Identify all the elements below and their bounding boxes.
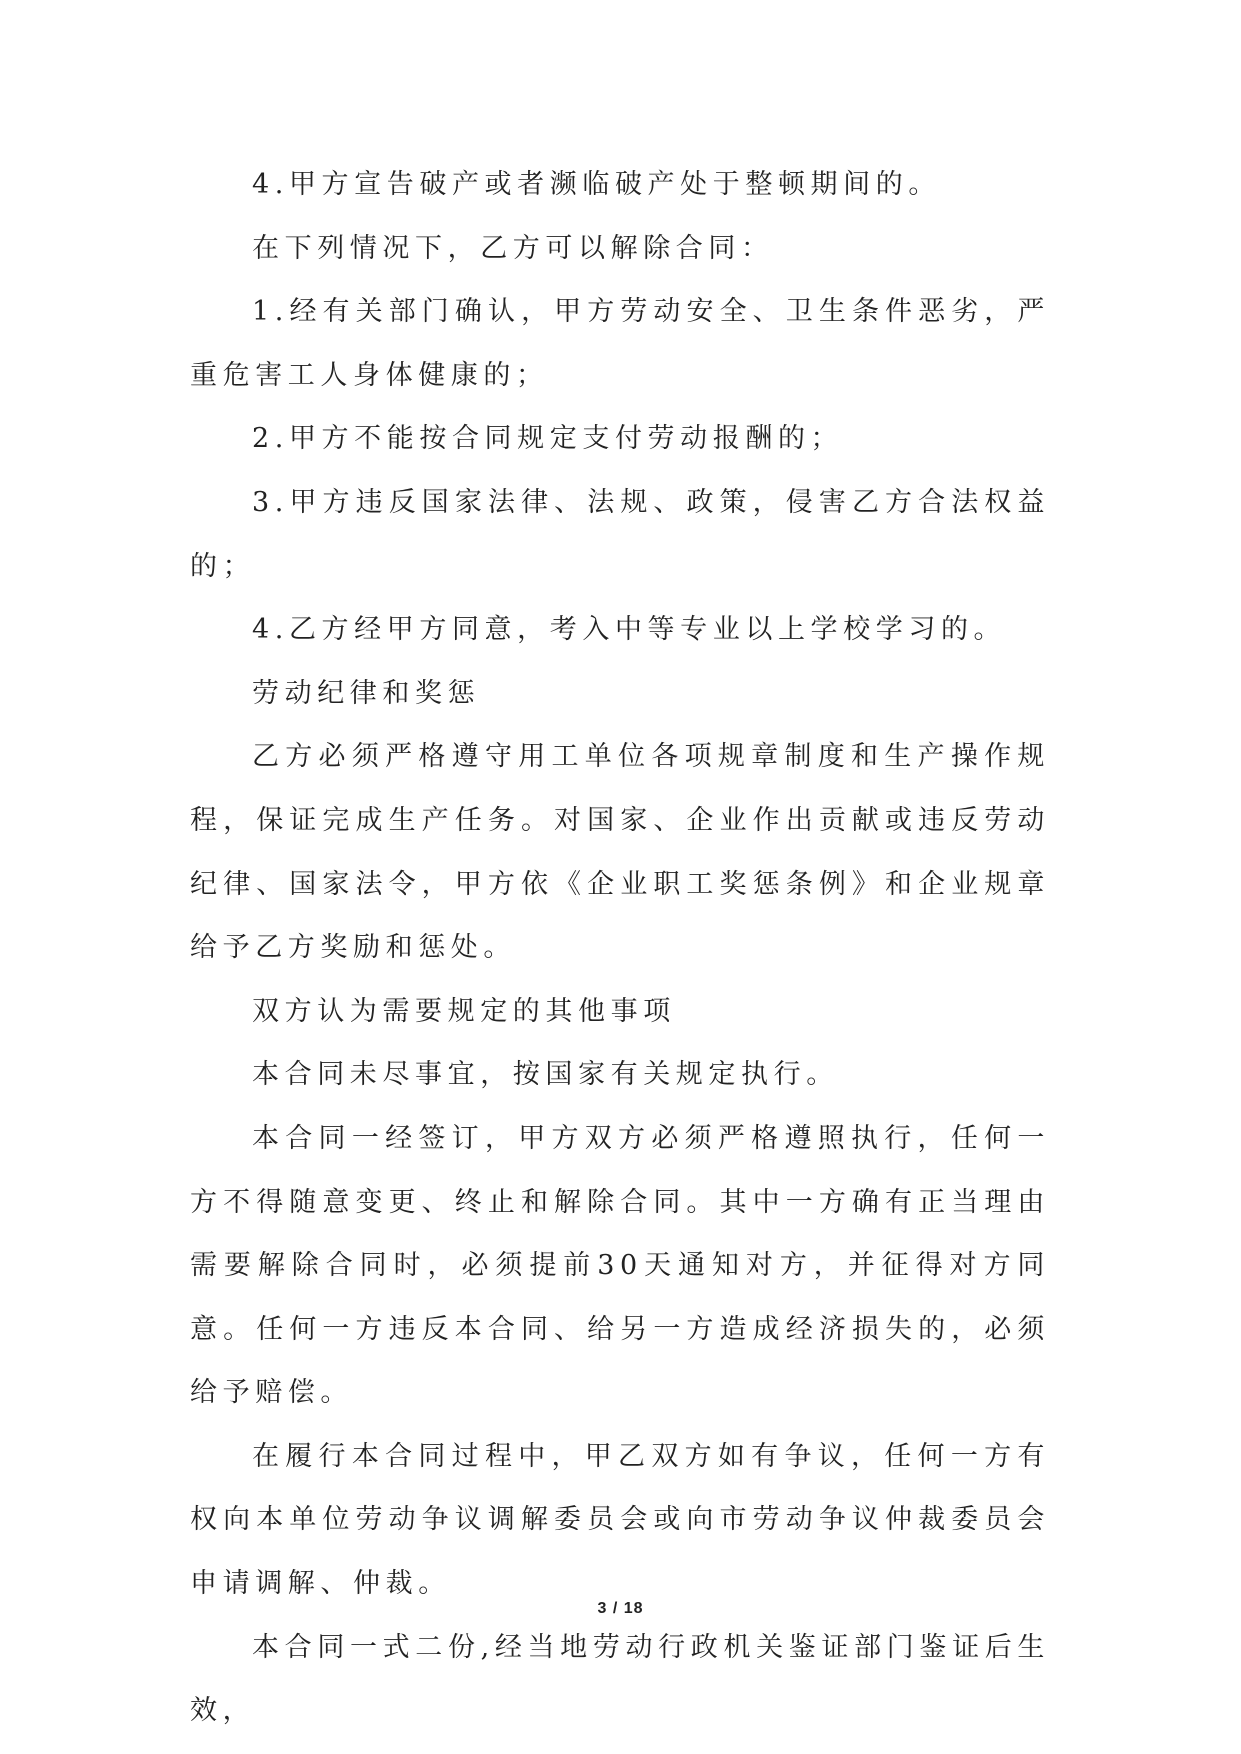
- section-heading-other-matters: 双方认为需要规定的其他事项: [252, 995, 676, 1027]
- paragraph-binding-effect: 本合同一经签订，甲方双方必须严格遵照执行，任何一方不得随意变更、终止和解除合同。其中一方确有正当理由需要解除合同时，必须提前30天通知对方，并征得对方同意。任何一方违反本合同、给另一方造成经济损失的，必须给予赔偿。: [190, 1122, 1050, 1409]
- page-number: 3 / 18: [597, 1600, 644, 1617]
- section-heading-discipline: 劳动纪律和奖惩: [252, 677, 481, 709]
- paragraph-discipline: 乙方必须严格遵守用工单位各项规章制度和生产操作规程，保证完成生产任务。对国家、企业作出贡献或违反劳动纪律、国家法令，甲方依《企业职工奖惩条例》和企业规章给予乙方奖励和惩处。: [190, 741, 1050, 964]
- paragraph-copies-effective: 本合同一式二份,经当地劳动行政机关鉴证部门鉴证后生效，: [190, 1631, 1050, 1727]
- paragraph-disputes: 在履行本合同过程中，甲乙双方如有争议，任何一方有权向本单位劳动争议调解委员会或向市劳动争议仲裁委员会申请调解、仲裁。: [190, 1440, 1050, 1600]
- document-body: [190, 153, 1050, 1743]
- paragraph-condition-3: 3.甲方违反国家法律、法规、政策，侵害乙方合法权益的；: [190, 486, 1050, 582]
- paragraph-bankruptcy: 4.甲方宣告破产或者濒临破产处于整顿期间的。: [252, 169, 941, 200]
- paragraph-unresolved-matters: 本合同未尽事宜，按国家有关规定执行。: [252, 1059, 839, 1091]
- paragraph-condition-4: 4.乙方经甲方同意，考入中等专业以上学校学习的。: [252, 614, 1007, 646]
- paragraph-condition-1: 1.经有关部门确认，甲方劳动安全、卫生条件恶劣，严重危害工人身体健康的；: [190, 296, 1050, 391]
- paragraph-termination-heading: 在下列情况下，乙方可以解除合同：: [252, 232, 774, 264]
- paragraph-condition-2: 2.甲方不能按合同规定支付劳动报酬的；: [252, 423, 844, 455]
